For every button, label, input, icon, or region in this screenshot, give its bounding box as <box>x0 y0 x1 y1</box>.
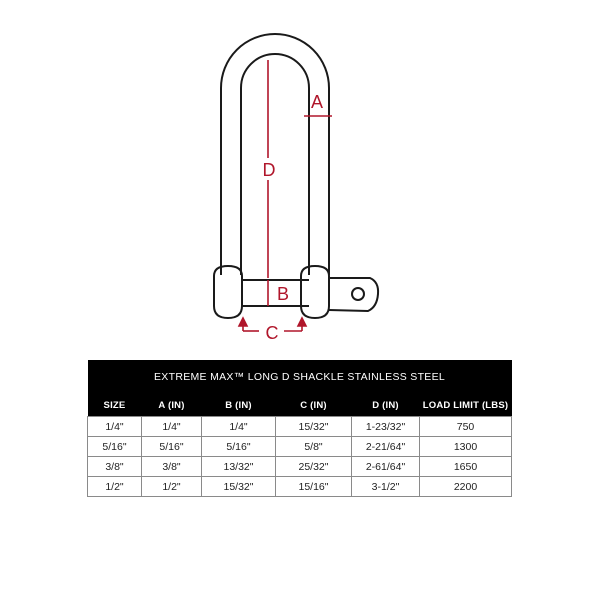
cell-a: 5/16" <box>142 437 202 457</box>
cell-d: 2-21/64" <box>352 437 420 457</box>
dimension-c-arrowhead-right <box>298 318 306 326</box>
cell-b: 1/4" <box>202 417 276 437</box>
cell-b: 15/32" <box>202 477 276 497</box>
cell-load-limit: 1650 <box>420 457 512 477</box>
header-b: B (IN) <box>202 394 276 417</box>
cell-d: 2-61/64" <box>352 457 420 477</box>
shackle-pin <box>241 280 309 306</box>
dimension-c-arrowhead-left <box>239 318 247 326</box>
shackle-pin-hole <box>352 288 364 300</box>
shackle-outline <box>214 34 378 318</box>
cell-c: 15/32" <box>276 417 352 437</box>
cell-b: 5/16" <box>202 437 276 457</box>
cell-size: 1/2" <box>88 477 142 497</box>
cell-d: 3-1/2" <box>352 477 420 497</box>
header-size: SIZE <box>88 394 142 417</box>
header-load-limit: LOAD LIMIT (LBS) <box>420 394 512 417</box>
dimension-b-label: B <box>276 284 290 304</box>
cell-c: 25/32" <box>276 457 352 477</box>
cell-load-limit: 750 <box>420 417 512 437</box>
cell-c: 15/16" <box>276 477 352 497</box>
cell-d: 1-23/32" <box>352 417 420 437</box>
spec-table <box>87 360 512 497</box>
table-row <box>88 437 512 457</box>
header-d: D (IN) <box>352 394 420 417</box>
table-row <box>88 457 512 477</box>
cell-c: 5/8" <box>276 437 352 457</box>
dimension-a-label: A <box>310 92 324 112</box>
cell-load-limit: 1300 <box>420 437 512 457</box>
shackle-bow-outer <box>221 34 329 275</box>
table-row <box>88 477 512 497</box>
table-row <box>88 417 512 437</box>
shackle-left-eye <box>214 266 242 318</box>
table-header-row <box>88 394 512 417</box>
table-title: EXTREME MAX™ LONG D SHACKLE STAINLESS STEEL <box>88 360 512 394</box>
shackle-right-eye <box>301 266 329 318</box>
header-c: C (IN) <box>276 394 352 417</box>
cell-a: 1/2" <box>142 477 202 497</box>
dimension-d-label: D <box>262 160 276 180</box>
cell-a: 1/4" <box>142 417 202 437</box>
dimension-c-label: C <box>265 323 279 343</box>
shackle-pin-tab <box>329 278 378 311</box>
cell-a: 3/8" <box>142 457 202 477</box>
cell-size: 5/16" <box>88 437 142 457</box>
header-a: A (IN) <box>142 394 202 417</box>
cell-size: 1/4" <box>88 417 142 437</box>
cell-size: 3/8" <box>88 457 142 477</box>
cell-b: 13/32" <box>202 457 276 477</box>
cell-load-limit: 2200 <box>420 477 512 497</box>
